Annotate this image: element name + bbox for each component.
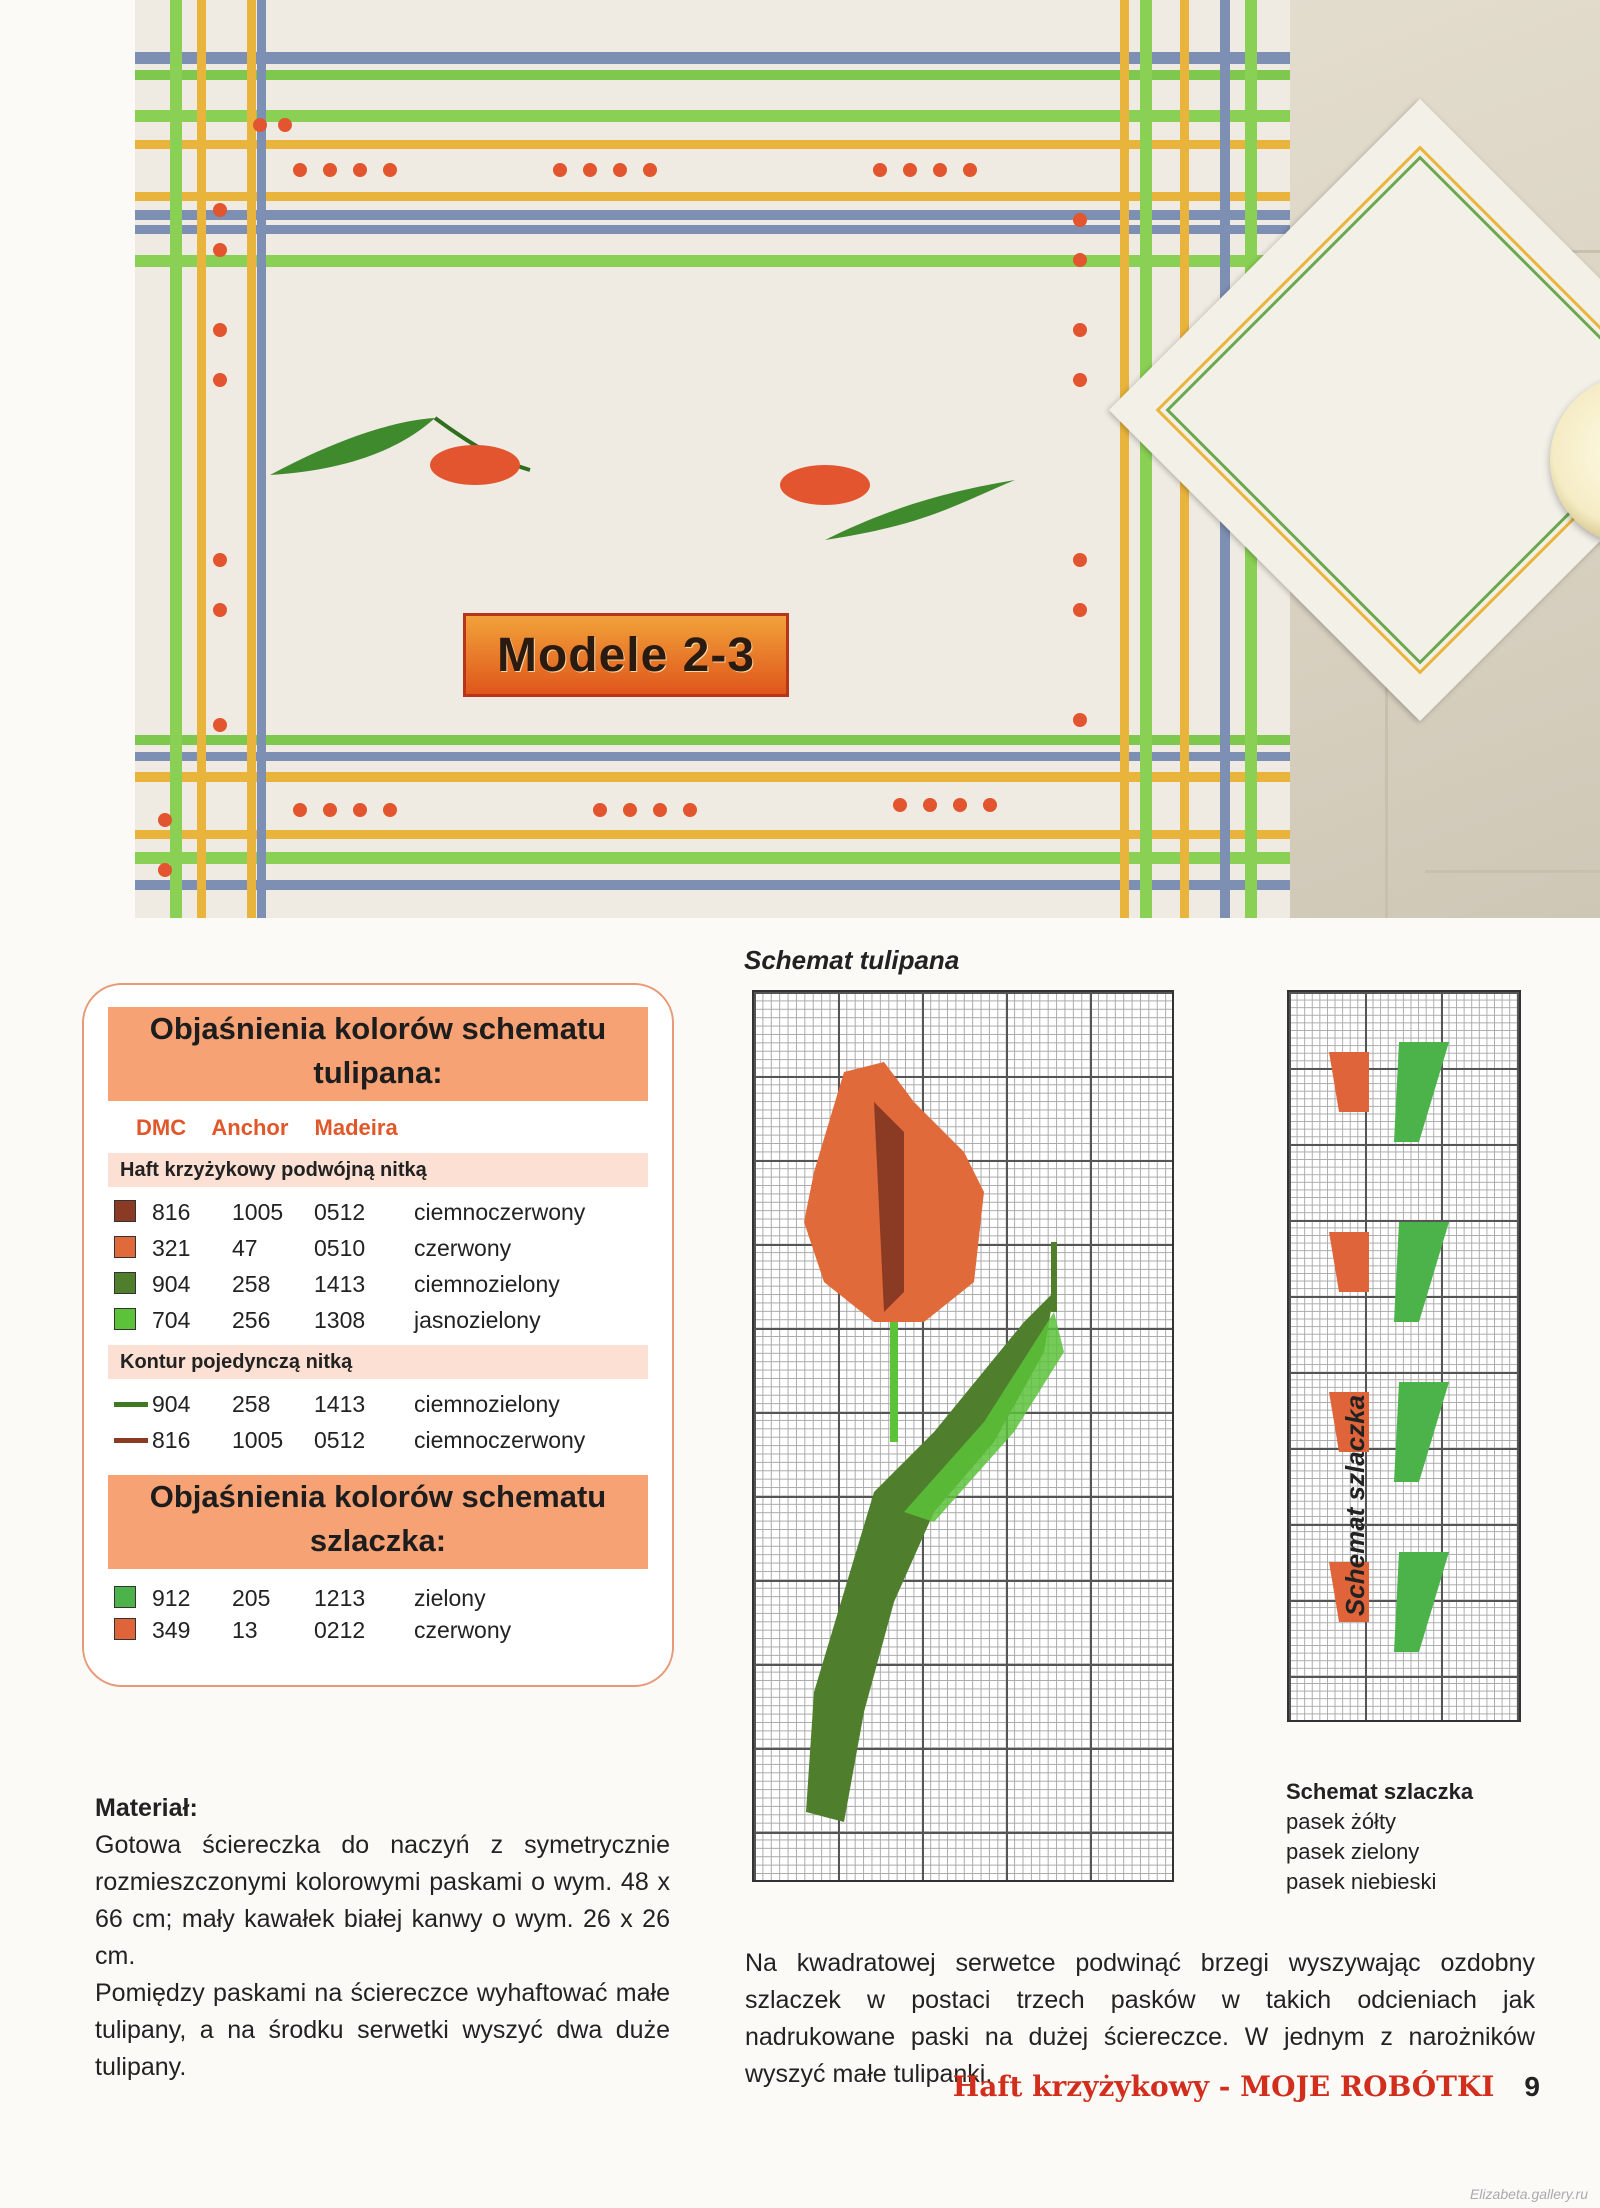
tulip-rows-anchor: 256 (232, 1307, 271, 1333)
tulip-rows-name: jasnozielony (414, 1307, 541, 1333)
border-rows-anchor: 205 (232, 1585, 271, 1611)
dish-towel (135, 0, 1290, 918)
tulip-embroidery (135, 0, 1290, 918)
border-rows-name: zielony (414, 1585, 486, 1611)
color-swatch (114, 1586, 136, 1608)
page-number: 9 (1524, 2071, 1540, 2102)
legend-tulip-title: Objaśnienia kolorów schematu tulipana: (108, 1007, 648, 1101)
border-legend-yellow: pasek żółty (1286, 1809, 1397, 1834)
border-rows-row (114, 1581, 634, 1615)
tulip-rows-dmc: 321 (152, 1235, 191, 1261)
tulip-chart-pattern (754, 992, 1172, 1880)
tulip-rows-madeira: 0510 (314, 1235, 366, 1261)
outline-rows-madeira: 1413 (314, 1391, 366, 1417)
thread-line-swatch (114, 1402, 148, 1407)
border-rows-name: czerwony (414, 1617, 512, 1643)
material-paragraph-1: Gotowa ściereczka do naczyń z symetrycznie rozmieszczonymi kolorowymi paskami o wym. 48 x 66 cm; mały kawałek białej kanwy o wym. 26 x 26 cm. (95, 1831, 670, 1970)
outline-rows-row (114, 1423, 634, 1457)
tulip-rows-row (114, 1267, 634, 1301)
tulip-rows-anchor: 1005 (232, 1199, 284, 1225)
tulip-rows-row (114, 1195, 634, 1229)
col-anchor: Anchor (211, 1115, 289, 1140)
color-swatch (114, 1236, 136, 1258)
legend-column-headers (136, 1115, 412, 1141)
border-rows-madeira: 0212 (314, 1617, 366, 1643)
tulip-rows-anchor: 47 (232, 1235, 258, 1261)
section-double-thread: Haft krzyżykowy podwójną nitką (108, 1153, 648, 1187)
border-legend-title: Schemat szlaczka (1286, 1779, 1474, 1804)
color-swatch (114, 1618, 136, 1640)
tulip-chart-title: Schemat tulipana (744, 945, 960, 975)
tulip-rows-dmc: 816 (152, 1199, 191, 1225)
thread-line-swatch (114, 1438, 148, 1443)
border-chart-title: Schemat szlaczka (1340, 1394, 1371, 1617)
tulip-rows-name: ciemnozielony (414, 1271, 560, 1297)
tulip-rows-dmc: 704 (152, 1307, 191, 1333)
border-chart-pattern (1289, 992, 1519, 1720)
border-rows-row (114, 1613, 634, 1647)
border-legend-green: pasek zielony (1286, 1839, 1420, 1864)
watermark-credit: Elizabeta.gallery.ru (1469, 2186, 1588, 2202)
border-legend (1286, 1777, 1473, 1897)
footer-text: Haft krzyżykowy - MOJE ROBÓTKI (952, 2070, 1495, 2103)
outline-rows-row (114, 1387, 634, 1421)
material-section (95, 1790, 670, 2086)
outline-rows-dmc: 904 (152, 1391, 191, 1417)
color-legend-box (82, 983, 674, 1687)
legend-border-title: Objaśnienia kolorów schematu szlaczka: (108, 1475, 648, 1569)
model-label: Modele 2-3 (463, 613, 789, 697)
tulip-rows-anchor: 258 (232, 1271, 271, 1297)
border-legend-blue: pasek niebieski (1286, 1869, 1437, 1894)
material-paragraph-2: Pomiędzy paskami na ściereczce wyhaftować małe tulipany, a na środku serwetki wyszyć dwa duże tulipany. (95, 1979, 670, 2081)
material-heading: Materiał: (95, 1794, 198, 1822)
tulip-chart-grid (752, 990, 1174, 1882)
tulip-rows-name: czerwony (414, 1235, 512, 1261)
product-photo (135, 0, 1600, 918)
instructions: Na kwadratowej serwetce podwinąć brzegi wyszywając ozdobny szlaczek w postaci trzech pasków w takich odcieniach jak nadrukowane paski na dużej ściereczce. W jednym z narożników wyszyć małe tulipanki. (745, 1949, 1535, 2088)
page-footer (953, 2070, 1540, 2103)
outline-rows-anchor: 1005 (232, 1427, 284, 1453)
tulip-rows-row (114, 1231, 634, 1265)
tulip-rows-dmc: 904 (152, 1271, 191, 1297)
col-madeira: Madeira (314, 1115, 398, 1140)
tulip-rows-row (114, 1303, 634, 1337)
outline-rows-name: ciemnoczerwony (414, 1427, 586, 1453)
border-rows-madeira: 1213 (314, 1585, 366, 1611)
outline-rows-name: ciemnozielony (414, 1391, 560, 1417)
section-outline: Kontur pojedynczą nitką (108, 1345, 648, 1379)
tulip-rows-madeira: 1308 (314, 1307, 366, 1333)
outline-rows-dmc: 816 (152, 1427, 191, 1453)
color-swatch (114, 1308, 136, 1330)
border-rows-dmc: 912 (152, 1585, 191, 1611)
outline-rows-madeira: 0512 (314, 1427, 366, 1453)
color-swatch (114, 1272, 136, 1294)
tulip-rows-madeira: 1413 (314, 1271, 366, 1297)
tulip-rows-madeira: 0512 (314, 1199, 366, 1225)
border-rows-anchor: 13 (232, 1617, 258, 1643)
color-swatch (114, 1200, 136, 1222)
outline-rows-anchor: 258 (232, 1391, 271, 1417)
col-dmc: DMC (136, 1115, 187, 1140)
border-chart-grid (1287, 990, 1521, 1722)
tulip-rows-name: ciemnoczerwony (414, 1199, 586, 1225)
border-rows-dmc: 349 (152, 1617, 191, 1643)
